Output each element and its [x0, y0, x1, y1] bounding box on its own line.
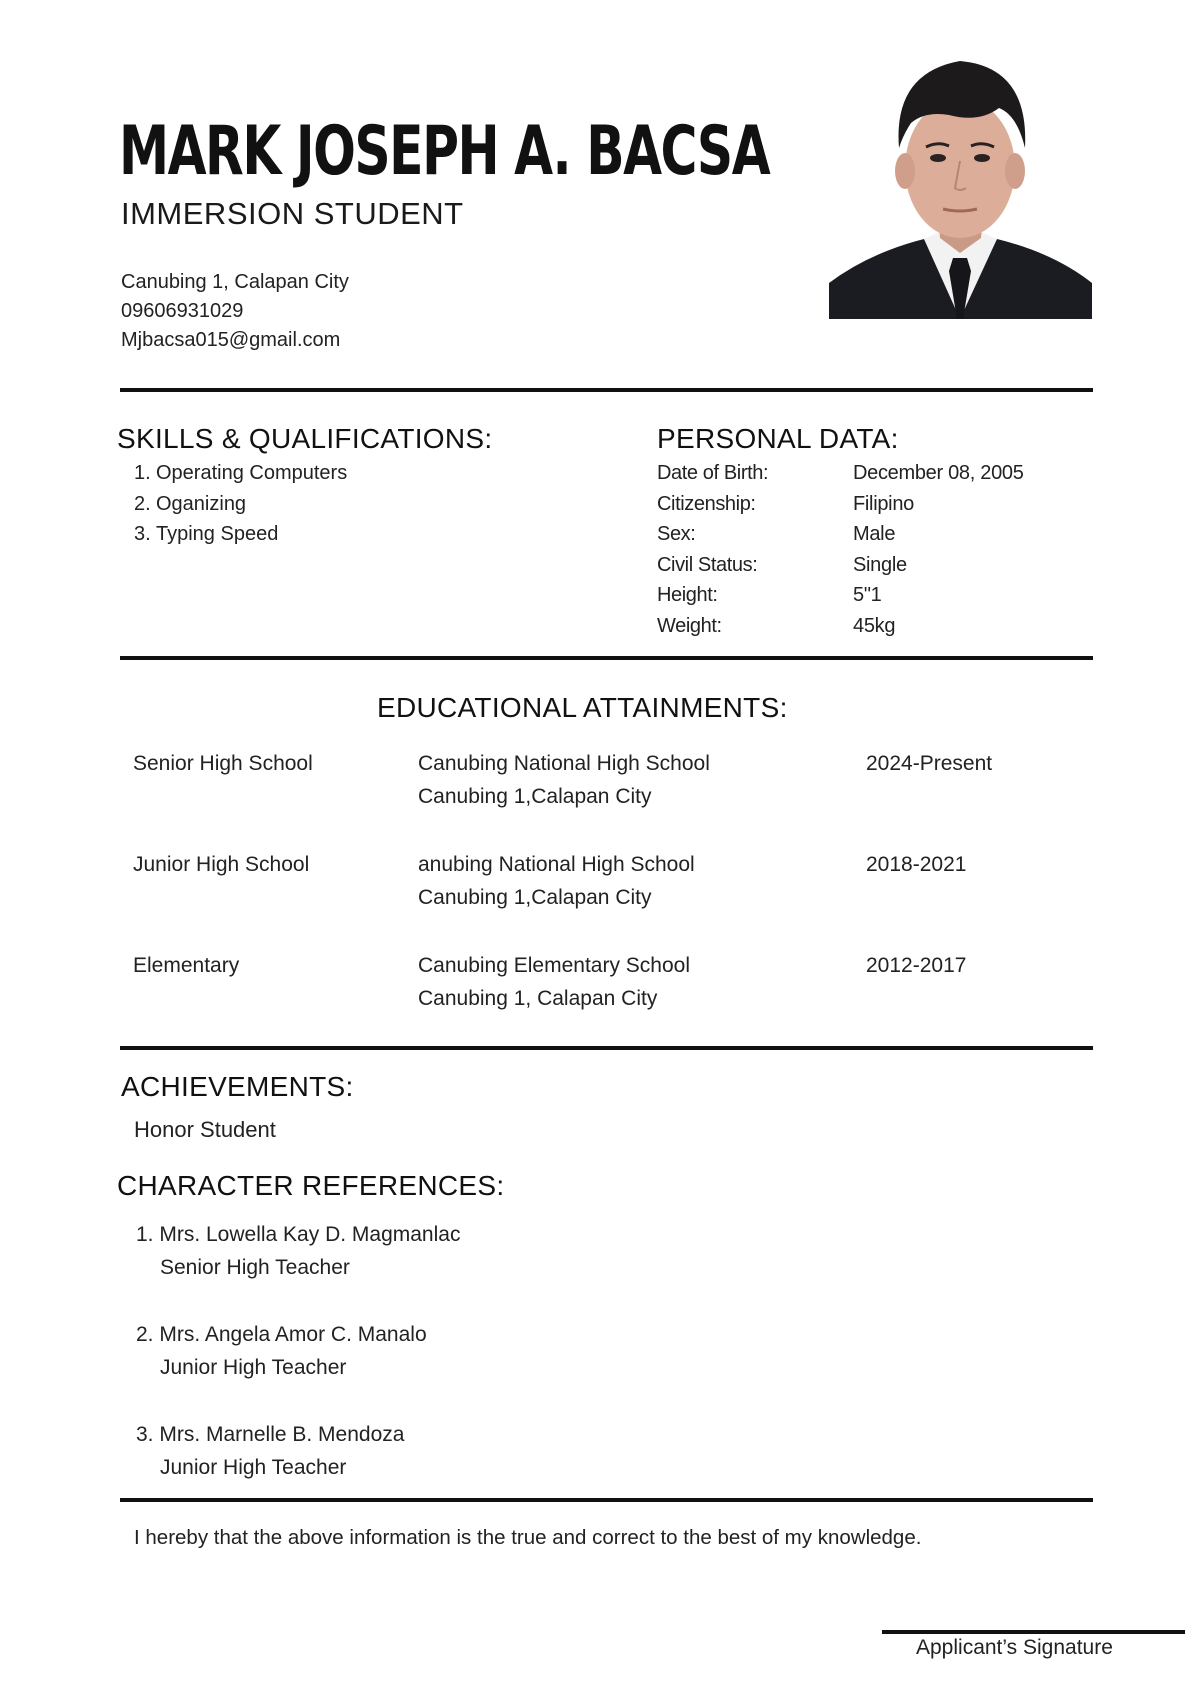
signature-label: Applicant’s Signature: [916, 1636, 1113, 1659]
references-list: [136, 1218, 460, 1518]
list-item: 3. Typing Speed: [134, 523, 279, 545]
table-row: Date of Birth: December 08, 2005: [657, 462, 1024, 484]
list-item: 2. Oganizing: [134, 492, 247, 515]
table-row: Elementary Canubing Elementary School Canubing 1, Calapan City 2012-2017: [133, 954, 967, 1010]
table-row: Weight: 45kg: [657, 614, 896, 637]
divider: [120, 388, 1093, 392]
table-row: Sex: Male: [657, 523, 896, 545]
phone-text: 09606931029: [121, 300, 244, 322]
contact-block: [121, 268, 349, 355]
list-item: 3. Mrs. Marnelle B. Mendoza Junior High Teacher: [136, 1423, 405, 1479]
personal-data-heading: PERSONAL DATA:: [657, 423, 899, 454]
list-item: 2. Mrs. Angela Amor C. Manalo Junior High Teacher: [136, 1323, 427, 1379]
applicant-photo: [829, 53, 1092, 319]
achievements-heading: ACHIEVEMENTS:: [121, 1071, 354, 1102]
signature-line: [882, 1630, 1185, 1634]
list-item: 1. Mrs. Lowella Kay D. Magmanlac Senior High Teacher: [136, 1223, 461, 1279]
references-heading: CHARACTER REFERENCES:: [117, 1170, 505, 1201]
table-row: Junior High School anubing National High School Canubing 1,Calapan City 2018-2021: [133, 853, 967, 909]
portrait-illustration: [829, 53, 1092, 319]
personal-data-table: [657, 458, 1024, 641]
divider: [120, 656, 1093, 660]
applicant-role: IMMERSION STUDENT: [121, 196, 464, 231]
achievement-item: Honor Student: [134, 1117, 276, 1142]
education-table: [133, 747, 992, 1050]
education-heading: EDUCATIONAL ATTAINMENTS:: [377, 692, 788, 723]
skills-list: [134, 458, 347, 550]
table-row: Civil Status: Single: [657, 553, 907, 576]
list-item: 1. Operating Computers: [134, 462, 348, 484]
divider: [120, 1046, 1093, 1050]
email-text: Mjbacsa015@gmail.com: [121, 329, 341, 351]
address-text: Canubing 1, Calapan City: [121, 271, 349, 293]
divider: [120, 1498, 1093, 1502]
skills-heading: SKILLS & QUALIFICATIONS:: [117, 423, 493, 454]
table-row: Height: 5"1: [657, 584, 882, 606]
declaration-text: I hereby that the above information is the true and correct to the best of my knowledge.: [134, 1526, 922, 1549]
applicant-name: MARK JOSEPH A. BACSA: [119, 112, 770, 191]
table-row: Citizenship: Filipino: [657, 492, 914, 515]
table-row: Senior High School Canubing National High School Canubing 1,Calapan City 2024-Present: [133, 752, 993, 808]
